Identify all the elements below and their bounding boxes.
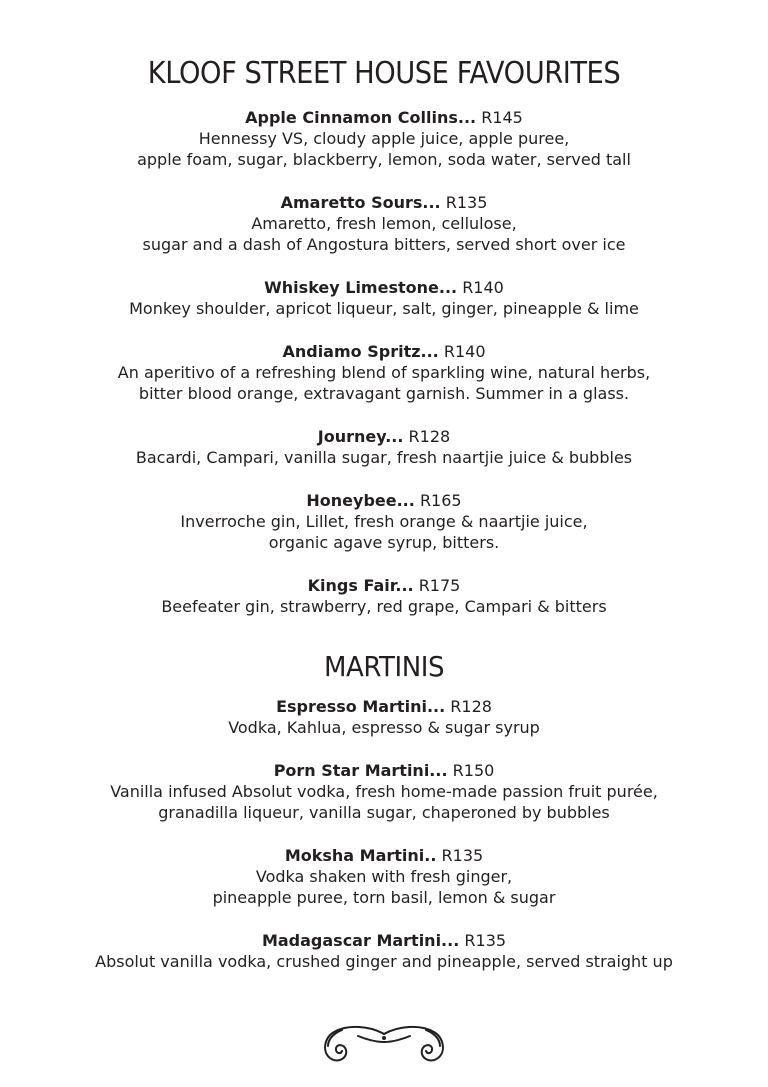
item-name: Andiamo Spritz... (282, 342, 439, 361)
item-name: Kings Fair... (307, 576, 414, 595)
item-heading (0, 277, 768, 298)
item-description: Vanilla infused Absolut vodka, fresh home-made passion fruit purée, granadilla liqueur, vanilla sugar, chaperoned by bubbles (110, 782, 658, 822)
item-name: Moksha Martini.. (284, 846, 437, 865)
menu-item (0, 107, 768, 170)
martinis-title: MARTINIS (323, 650, 445, 683)
item-description: Monkey shoulder, apricot liqueur, salt, ginger, pineapple & lime (129, 299, 639, 318)
item-description: Absolut vanilla vodka, crushed ginger and pineapple, served straight up (95, 952, 673, 971)
menu-item (0, 426, 768, 468)
item-description: Vodka shaken with fresh ginger, pineapple puree, torn basil, lemon & sugar (212, 867, 556, 907)
menu-item (0, 192, 768, 255)
item-heading (0, 490, 768, 511)
item-heading (0, 341, 768, 362)
item-price: R140 (443, 342, 486, 361)
item-description: Inverroche gin, Lillet, fresh orange & naartjie juice, organic agave syrup, bitters. (180, 512, 588, 552)
menu-item (0, 341, 768, 404)
item-price: R135 (445, 193, 488, 212)
menu-item (0, 696, 768, 738)
item-description: Bacardi, Campari, vanilla sugar, fresh naartjie juice & bubbles (135, 448, 633, 467)
item-heading (0, 760, 768, 781)
item-heading (0, 845, 768, 866)
menu-item (0, 490, 768, 553)
item-name: Whiskey Limestone... (264, 278, 458, 297)
item-price: R135 (441, 846, 484, 865)
menu-item (0, 760, 768, 823)
item-name: Espresso Martini... (276, 697, 446, 716)
scroll-flourish-icon (318, 1020, 450, 1068)
item-name: Porn Star Martini... (273, 761, 448, 780)
item-name: Amaretto Sours... (280, 193, 441, 212)
menu-item (0, 575, 768, 617)
menu-item (0, 930, 768, 972)
item-price: R135 (464, 931, 507, 950)
favourites-title: KLOOF STREET HOUSE FAVOURITES (147, 56, 621, 91)
item-description: Vodka, Kahlua, espresso & sugar syrup (228, 718, 540, 737)
item-price: R145 (481, 108, 523, 127)
item-price: R175 (418, 576, 461, 595)
item-heading (0, 192, 768, 213)
item-description: An aperitivo of a refreshing blend of sparkling wine, natural herbs, bitter blood orange, extravagant garnish. Summer in a glass. (117, 363, 651, 403)
item-description: Beefeater gin, strawberry, red grape, Campari & bitters (161, 597, 607, 616)
item-description: Amaretto, fresh lemon, cellulose, sugar and a dash of Angostura bitters, served short over ice (142, 214, 626, 254)
item-price: R150 (452, 761, 495, 780)
item-name: Apple Cinnamon Collins... (245, 108, 477, 127)
item-price: R128 (408, 427, 451, 446)
menu-item (0, 277, 768, 319)
martinis-list (0, 696, 768, 994)
item-heading (0, 107, 768, 128)
item-name: Madagascar Martini... (261, 931, 460, 950)
item-heading (0, 575, 768, 596)
item-description: Hennessy VS, cloudy apple juice, apple puree, apple foam, sugar, blackberry, lemon, soda water, served tall (137, 129, 631, 169)
item-heading (0, 426, 768, 447)
item-price: R165 (419, 491, 462, 510)
item-heading (0, 696, 768, 717)
menu-item (0, 845, 768, 908)
item-price: R140 (462, 278, 504, 297)
item-name: Honeybee... (306, 491, 415, 510)
favourites-list (0, 107, 768, 639)
item-heading (0, 930, 768, 951)
item-price: R128 (450, 697, 492, 716)
item-name: Journey... (317, 427, 404, 446)
